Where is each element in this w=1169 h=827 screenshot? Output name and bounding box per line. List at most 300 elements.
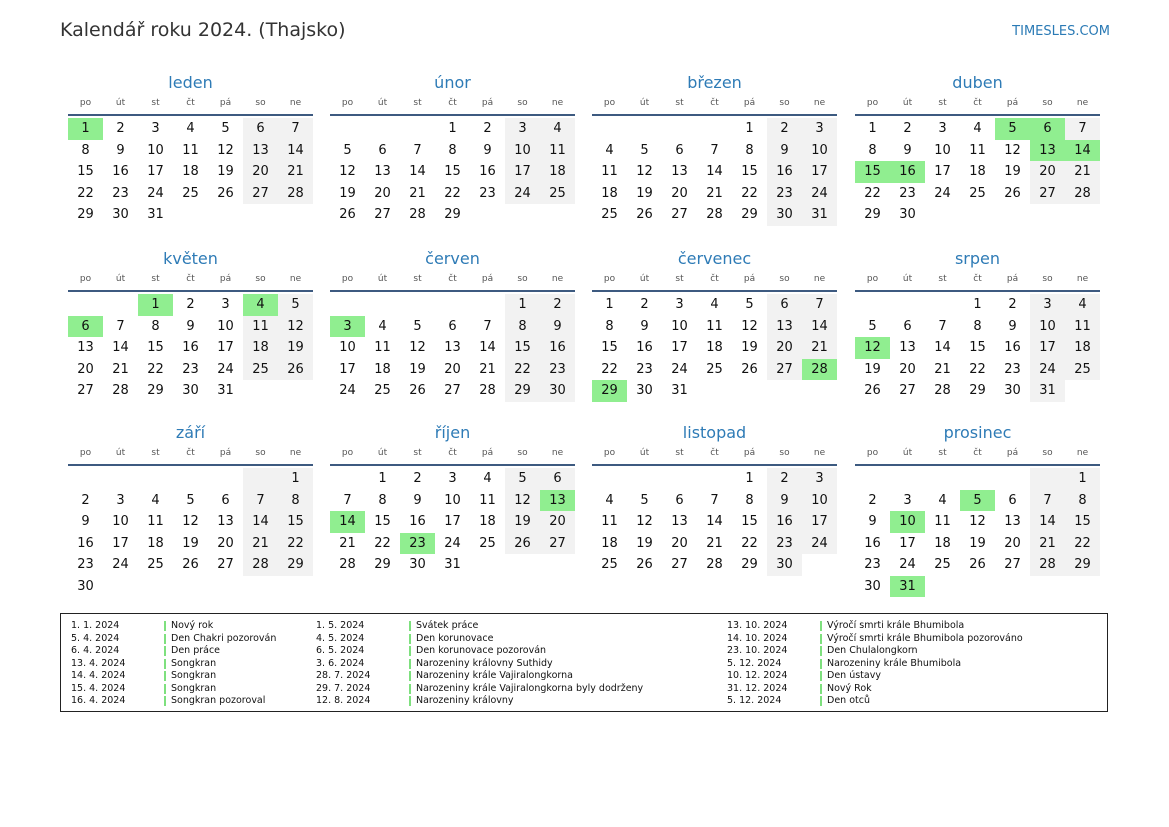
day-cell: 26 bbox=[864, 383, 881, 398]
day-cell: 12 bbox=[217, 142, 234, 158]
weekday-label: čt bbox=[710, 448, 719, 458]
day-cell: 26 bbox=[636, 557, 653, 572]
day-cell: 21 bbox=[802, 337, 837, 359]
day-cell: 20 bbox=[243, 161, 278, 183]
legend-item bbox=[727, 620, 1023, 633]
day-cell: 4 bbox=[243, 294, 278, 316]
weekday-label: út bbox=[115, 448, 126, 458]
weekday-label: pá bbox=[1006, 98, 1019, 108]
day-cell: 9 bbox=[186, 318, 195, 334]
holiday-name: Songkran bbox=[171, 682, 217, 694]
legend-item bbox=[71, 633, 276, 646]
legend-item bbox=[71, 658, 276, 671]
holiday-name: Den Chakri pozorován bbox=[171, 632, 277, 644]
legend-item bbox=[316, 633, 643, 646]
empty-cell bbox=[767, 380, 802, 402]
weekday-label: ne bbox=[289, 274, 302, 284]
day-cell: 2 bbox=[540, 294, 575, 316]
holiday-date: 4. 5. 2024 bbox=[316, 632, 365, 644]
day-cell: 7 bbox=[278, 118, 313, 140]
holiday-name: Den otců bbox=[827, 695, 870, 706]
day-cell: 11 bbox=[540, 140, 575, 162]
day-cell: 23 bbox=[479, 185, 496, 201]
legend-column bbox=[316, 620, 643, 708]
empty-cell bbox=[802, 380, 837, 402]
day-cell: 5 bbox=[343, 142, 352, 158]
day-cell: 11 bbox=[934, 514, 951, 529]
day-cell: 27 bbox=[1004, 557, 1021, 572]
day-cell: 26 bbox=[505, 533, 540, 555]
day-cell: 22 bbox=[741, 185, 758, 201]
day-cell: 9 bbox=[413, 492, 422, 508]
day-cell: 3 bbox=[802, 118, 837, 140]
empty-cell bbox=[400, 294, 435, 316]
day-cell: 8 bbox=[81, 142, 90, 158]
day-cell: 13 bbox=[767, 316, 802, 338]
day-cell: 30 bbox=[899, 207, 916, 222]
month-4 bbox=[855, 72, 1100, 226]
day-cell: 22 bbox=[374, 535, 391, 551]
month-12 bbox=[855, 422, 1100, 597]
day-cell: 18 bbox=[934, 535, 951, 551]
day-cell: 24 bbox=[802, 183, 837, 205]
day-grid bbox=[68, 294, 313, 402]
empty-cell bbox=[243, 576, 278, 598]
day-cell: 10 bbox=[444, 492, 461, 508]
day-cell: 6 bbox=[68, 316, 103, 338]
month-7 bbox=[592, 248, 837, 402]
weekday-label: po bbox=[79, 274, 92, 284]
day-cell: 19 bbox=[969, 535, 986, 551]
day-cell: 26 bbox=[969, 557, 986, 572]
day-cell: 1 bbox=[868, 121, 877, 136]
weekday-label: ne bbox=[551, 448, 564, 458]
day-cell: 5 bbox=[278, 294, 313, 316]
weekday-label: út bbox=[902, 98, 913, 108]
day-cell: 9 bbox=[540, 316, 575, 338]
day-cell: 9 bbox=[483, 142, 492, 158]
empty-cell bbox=[138, 576, 173, 598]
day-cell: 7 bbox=[343, 492, 352, 508]
day-cell: 1 bbox=[278, 468, 313, 490]
legend-item bbox=[316, 695, 643, 708]
empty-cell bbox=[1065, 204, 1100, 226]
day-cell: 24 bbox=[802, 533, 837, 555]
weekday-label: po bbox=[866, 448, 879, 458]
day-grid bbox=[330, 118, 575, 226]
empty-cell bbox=[208, 204, 243, 226]
day-cell: 7 bbox=[710, 142, 719, 158]
day-cell: 20 bbox=[1004, 535, 1021, 551]
day-cell: 14 bbox=[706, 164, 723, 179]
day-cell: 15 bbox=[741, 514, 758, 529]
month-3 bbox=[592, 72, 837, 226]
holiday-date: 14. 4. 2024 bbox=[71, 670, 126, 681]
day-cell: 4 bbox=[605, 492, 614, 508]
month-2 bbox=[330, 72, 575, 226]
day-cell: 26 bbox=[182, 557, 199, 572]
day-cell: 13 bbox=[1004, 514, 1021, 529]
day-cell: 1 bbox=[745, 471, 754, 486]
holiday-marker bbox=[409, 684, 411, 694]
empty-cell bbox=[278, 204, 313, 226]
day-cell: 18 bbox=[243, 337, 278, 359]
empty-cell bbox=[505, 204, 540, 226]
day-cell: 3 bbox=[505, 118, 540, 140]
day-cell: 22 bbox=[741, 535, 758, 551]
day-cell: 13 bbox=[899, 340, 916, 355]
day-cell: 30 bbox=[182, 383, 199, 398]
day-cell: 14 bbox=[934, 340, 951, 355]
weekday-label: čt bbox=[448, 448, 457, 458]
day-cell: 24 bbox=[217, 361, 234, 377]
empty-cell bbox=[890, 468, 925, 490]
empty-cell bbox=[627, 468, 662, 490]
empty-cell bbox=[278, 576, 313, 598]
day-cell: 29 bbox=[147, 383, 164, 398]
day-cell: 18 bbox=[706, 340, 723, 355]
day-cell: 20 bbox=[444, 361, 461, 377]
empty-cell bbox=[540, 554, 575, 576]
legend-item bbox=[727, 670, 1023, 683]
day-cell: 9 bbox=[903, 142, 912, 158]
day-cell: 20 bbox=[671, 535, 688, 551]
day-cell: 16 bbox=[636, 340, 653, 355]
day-cell: 24 bbox=[505, 183, 540, 205]
holiday-date: 23. 10. 2024 bbox=[727, 645, 788, 656]
day-cell: 31 bbox=[147, 207, 164, 222]
day-cell: 4 bbox=[938, 492, 947, 508]
weekday-label: ne bbox=[813, 98, 826, 108]
weekday-label: út bbox=[115, 274, 126, 284]
legend-item bbox=[316, 620, 643, 633]
legend-item bbox=[316, 683, 643, 696]
day-cell: 25 bbox=[374, 383, 391, 398]
month-name: únor bbox=[434, 73, 471, 92]
day-cell: 3 bbox=[116, 492, 125, 508]
day-cell: 16 bbox=[1004, 340, 1021, 355]
day-cell: 3 bbox=[221, 297, 230, 312]
empty-cell bbox=[960, 468, 995, 490]
day-cell: 12 bbox=[855, 337, 890, 359]
day-cell: 5 bbox=[745, 297, 754, 312]
holiday-date: 13. 4. 2024 bbox=[71, 657, 126, 669]
empty-cell bbox=[173, 576, 208, 598]
day-cell: 27 bbox=[1030, 183, 1065, 205]
day-cell: 31 bbox=[217, 383, 234, 398]
weekday-label: so bbox=[1042, 274, 1053, 284]
day-cell: 16 bbox=[864, 535, 881, 551]
empty-cell bbox=[330, 118, 365, 140]
day-cell: 27 bbox=[540, 533, 575, 555]
holiday-name: Narozeniny královny Suthidy bbox=[416, 657, 553, 669]
day-cell: 29 bbox=[741, 207, 758, 222]
weekday-label: ne bbox=[551, 274, 564, 284]
month-name: září bbox=[175, 423, 206, 442]
weekday-label: út bbox=[902, 274, 913, 284]
weekday-header bbox=[855, 98, 1100, 116]
day-cell: 30 bbox=[540, 380, 575, 402]
empty-cell bbox=[400, 118, 435, 140]
holiday-marker bbox=[164, 659, 166, 669]
day-cell: 5 bbox=[995, 118, 1030, 140]
holiday-date: 3. 6. 2024 bbox=[316, 657, 365, 669]
empty-cell bbox=[68, 468, 103, 490]
day-cell: 20 bbox=[540, 511, 575, 533]
day-cell: 10 bbox=[802, 140, 837, 162]
empty-cell bbox=[208, 468, 243, 490]
holiday-date: 6. 4. 2024 bbox=[71, 645, 120, 656]
day-cell: 5 bbox=[221, 121, 230, 136]
day-cell: 20 bbox=[671, 185, 688, 201]
weekday-label: ne bbox=[1076, 448, 1089, 458]
day-cell: 3 bbox=[330, 316, 365, 338]
holiday-date: 14. 10. 2024 bbox=[727, 632, 788, 644]
weekday-header bbox=[592, 448, 837, 466]
day-cell: 25 bbox=[479, 535, 496, 551]
weekday-label: ne bbox=[1076, 98, 1089, 108]
holiday-date: 13. 10. 2024 bbox=[727, 620, 788, 631]
day-cell: 19 bbox=[505, 511, 540, 533]
day-cell: 14 bbox=[278, 140, 313, 162]
day-grid bbox=[68, 468, 313, 597]
month-name: červen bbox=[425, 249, 480, 268]
day-cell: 7 bbox=[243, 490, 278, 512]
day-cell: 4 bbox=[973, 121, 982, 136]
day-cell: 8 bbox=[745, 492, 754, 508]
day-cell: 21 bbox=[479, 361, 496, 377]
empty-cell bbox=[243, 380, 278, 402]
month-1 bbox=[68, 72, 313, 226]
month-name: říjen bbox=[434, 423, 471, 442]
day-cell: 9 bbox=[1008, 318, 1017, 334]
day-cell: 10 bbox=[890, 511, 925, 533]
day-cell: 12 bbox=[636, 514, 653, 529]
weekday-header bbox=[855, 448, 1100, 466]
empty-cell bbox=[890, 294, 925, 316]
day-cell: 13 bbox=[77, 340, 94, 355]
day-cell: 8 bbox=[505, 316, 540, 338]
day-cell: 11 bbox=[479, 492, 496, 508]
day-cell: 13 bbox=[217, 514, 234, 529]
day-cell: 5 bbox=[505, 468, 540, 490]
day-cell: 1 bbox=[973, 297, 982, 312]
holiday-marker bbox=[820, 671, 822, 681]
day-grid bbox=[855, 294, 1100, 402]
legend-item bbox=[316, 670, 643, 683]
weekday-label: so bbox=[779, 98, 790, 108]
holiday-name: Výročí smrti krále Bhumibola pozorováno bbox=[827, 632, 1023, 644]
weekday-label: st bbox=[675, 98, 684, 108]
day-cell: 8 bbox=[378, 492, 387, 508]
holiday-date: 5. 12. 2024 bbox=[727, 695, 782, 706]
day-cell: 15 bbox=[77, 164, 94, 179]
weekday-header bbox=[330, 98, 575, 116]
weekday-label: st bbox=[675, 274, 684, 284]
day-cell: 12 bbox=[409, 340, 426, 355]
day-cell: 2 bbox=[81, 492, 90, 508]
day-cell: 16 bbox=[767, 511, 802, 533]
month-name: srpen bbox=[954, 249, 1001, 268]
day-cell: 24 bbox=[671, 361, 688, 377]
empty-cell bbox=[173, 468, 208, 490]
weekday-label: so bbox=[779, 448, 790, 458]
empty-cell bbox=[470, 204, 505, 226]
day-cell: 1 bbox=[448, 121, 457, 136]
day-cell: 15 bbox=[374, 514, 391, 529]
day-cell: 30 bbox=[636, 383, 653, 398]
day-cell: 20 bbox=[77, 361, 94, 377]
weekday-label: so bbox=[255, 274, 266, 284]
day-cell: 17 bbox=[802, 511, 837, 533]
weekday-label: út bbox=[377, 448, 388, 458]
day-grid bbox=[855, 468, 1100, 597]
weekday-label: po bbox=[79, 98, 92, 108]
day-cell: 25 bbox=[601, 207, 618, 222]
legend-item bbox=[727, 658, 1023, 671]
day-cell: 23 bbox=[636, 361, 653, 377]
day-cell: 28 bbox=[1030, 554, 1065, 576]
day-cell: 8 bbox=[151, 318, 160, 334]
empty-cell bbox=[243, 468, 278, 490]
weekday-header bbox=[855, 274, 1100, 292]
day-grid bbox=[592, 118, 837, 226]
weekday-label: čt bbox=[973, 448, 982, 458]
weekday-label: po bbox=[341, 274, 354, 284]
weekday-label: po bbox=[79, 448, 92, 458]
holiday-name: Den korunovace bbox=[416, 632, 494, 644]
weekday-label: ne bbox=[551, 98, 564, 108]
day-cell: 19 bbox=[409, 361, 426, 377]
day-cell: 14 bbox=[802, 316, 837, 338]
day-cell: 30 bbox=[112, 207, 129, 222]
day-cell: 11 bbox=[706, 318, 723, 334]
legend-item bbox=[71, 645, 276, 658]
holiday-name: Den Chulalongkorn bbox=[827, 645, 918, 656]
day-cell: 12 bbox=[339, 164, 356, 179]
holiday-marker bbox=[409, 671, 411, 681]
day-cell: 18 bbox=[969, 164, 986, 179]
day-cell: 3 bbox=[675, 297, 684, 312]
day-cell: 10 bbox=[505, 140, 540, 162]
weekday-label: st bbox=[151, 448, 160, 458]
day-cell: 28 bbox=[339, 557, 356, 572]
day-cell: 2 bbox=[903, 121, 912, 136]
day-cell: 5 bbox=[640, 142, 649, 158]
day-cell: 10 bbox=[934, 142, 951, 158]
day-cell: 30 bbox=[864, 578, 881, 594]
day-cell: 26 bbox=[741, 361, 758, 377]
holiday-name: Narozeniny krále Vajiralongkorna byly dodrženy bbox=[416, 682, 644, 694]
day-cell: 22 bbox=[864, 185, 881, 201]
empty-cell bbox=[732, 380, 767, 402]
day-cell: 2 bbox=[767, 118, 802, 140]
day-cell: 20 bbox=[217, 535, 234, 551]
holiday-marker bbox=[820, 646, 822, 656]
day-cell: 29 bbox=[374, 557, 391, 572]
day-grid bbox=[592, 294, 837, 402]
weekday-label: čt bbox=[186, 448, 195, 458]
day-cell: 20 bbox=[374, 185, 391, 201]
holiday-date: 1. 5. 2024 bbox=[316, 620, 365, 631]
day-cell: 17 bbox=[112, 535, 129, 551]
day-cell: 23 bbox=[767, 183, 802, 205]
day-cell: 17 bbox=[899, 535, 916, 551]
day-cell: 7 bbox=[1030, 490, 1065, 512]
holiday-legend bbox=[60, 613, 1108, 712]
day-cell: 23 bbox=[899, 185, 916, 201]
weekday-label: st bbox=[151, 274, 160, 284]
day-cell: 17 bbox=[802, 161, 837, 183]
day-cell: 1 bbox=[378, 471, 387, 486]
day-cell: 24 bbox=[934, 185, 951, 201]
day-cell: 27 bbox=[77, 383, 94, 398]
legend-item bbox=[727, 683, 1023, 696]
day-cell: 9 bbox=[640, 318, 649, 334]
month-name: červenec bbox=[677, 249, 752, 268]
day-cell: 22 bbox=[601, 361, 618, 377]
empty-cell bbox=[365, 294, 400, 316]
legend-item bbox=[71, 620, 276, 633]
site-link[interactable]: TIMESLES.COM bbox=[1012, 24, 1110, 39]
weekday-label: po bbox=[866, 98, 879, 108]
day-cell: 31 bbox=[890, 576, 925, 598]
day-cell: 28 bbox=[278, 183, 313, 205]
empty-cell bbox=[103, 576, 138, 598]
day-cell: 11 bbox=[601, 514, 618, 529]
day-cell: 11 bbox=[969, 142, 986, 158]
day-cell: 21 bbox=[112, 361, 129, 377]
day-cell: 10 bbox=[339, 340, 356, 355]
day-cell: 27 bbox=[444, 383, 461, 398]
weekday-label: pá bbox=[1006, 448, 1019, 458]
empty-cell bbox=[208, 576, 243, 598]
day-cell: 7 bbox=[1065, 118, 1100, 140]
day-cell: 25 bbox=[1065, 359, 1100, 381]
day-cell: 7 bbox=[116, 318, 125, 334]
day-cell: 18 bbox=[147, 535, 164, 551]
weekday-label: po bbox=[341, 98, 354, 108]
day-cell: 6 bbox=[448, 318, 457, 334]
day-cell: 19 bbox=[636, 535, 653, 551]
weekday-label: pá bbox=[481, 274, 494, 284]
empty-cell bbox=[173, 204, 208, 226]
day-cell: 12 bbox=[741, 318, 758, 334]
day-cell: 1 bbox=[505, 294, 540, 316]
day-cell: 15 bbox=[855, 161, 890, 183]
legend-item bbox=[71, 695, 276, 708]
empty-cell bbox=[995, 576, 1030, 598]
holiday-date: 6. 5. 2024 bbox=[316, 645, 365, 656]
day-cell: 14 bbox=[1030, 511, 1065, 533]
day-cell: 14 bbox=[409, 164, 426, 179]
day-cell: 27 bbox=[899, 383, 916, 398]
holiday-date: 5. 4. 2024 bbox=[71, 632, 120, 644]
day-cell: 10 bbox=[1030, 316, 1065, 338]
day-cell: 7 bbox=[413, 142, 422, 158]
empty-cell bbox=[1030, 576, 1065, 598]
holiday-name: Svátek práce bbox=[416, 620, 479, 631]
holiday-name: Songkran bbox=[171, 670, 217, 681]
day-cell: 26 bbox=[278, 359, 313, 381]
day-cell: 27 bbox=[767, 359, 802, 381]
weekday-label: so bbox=[779, 274, 790, 284]
holiday-marker bbox=[820, 684, 822, 694]
weekday-label: so bbox=[255, 98, 266, 108]
day-cell: 2 bbox=[868, 492, 877, 508]
day-cell: 5 bbox=[640, 492, 649, 508]
day-cell: 11 bbox=[601, 164, 618, 179]
